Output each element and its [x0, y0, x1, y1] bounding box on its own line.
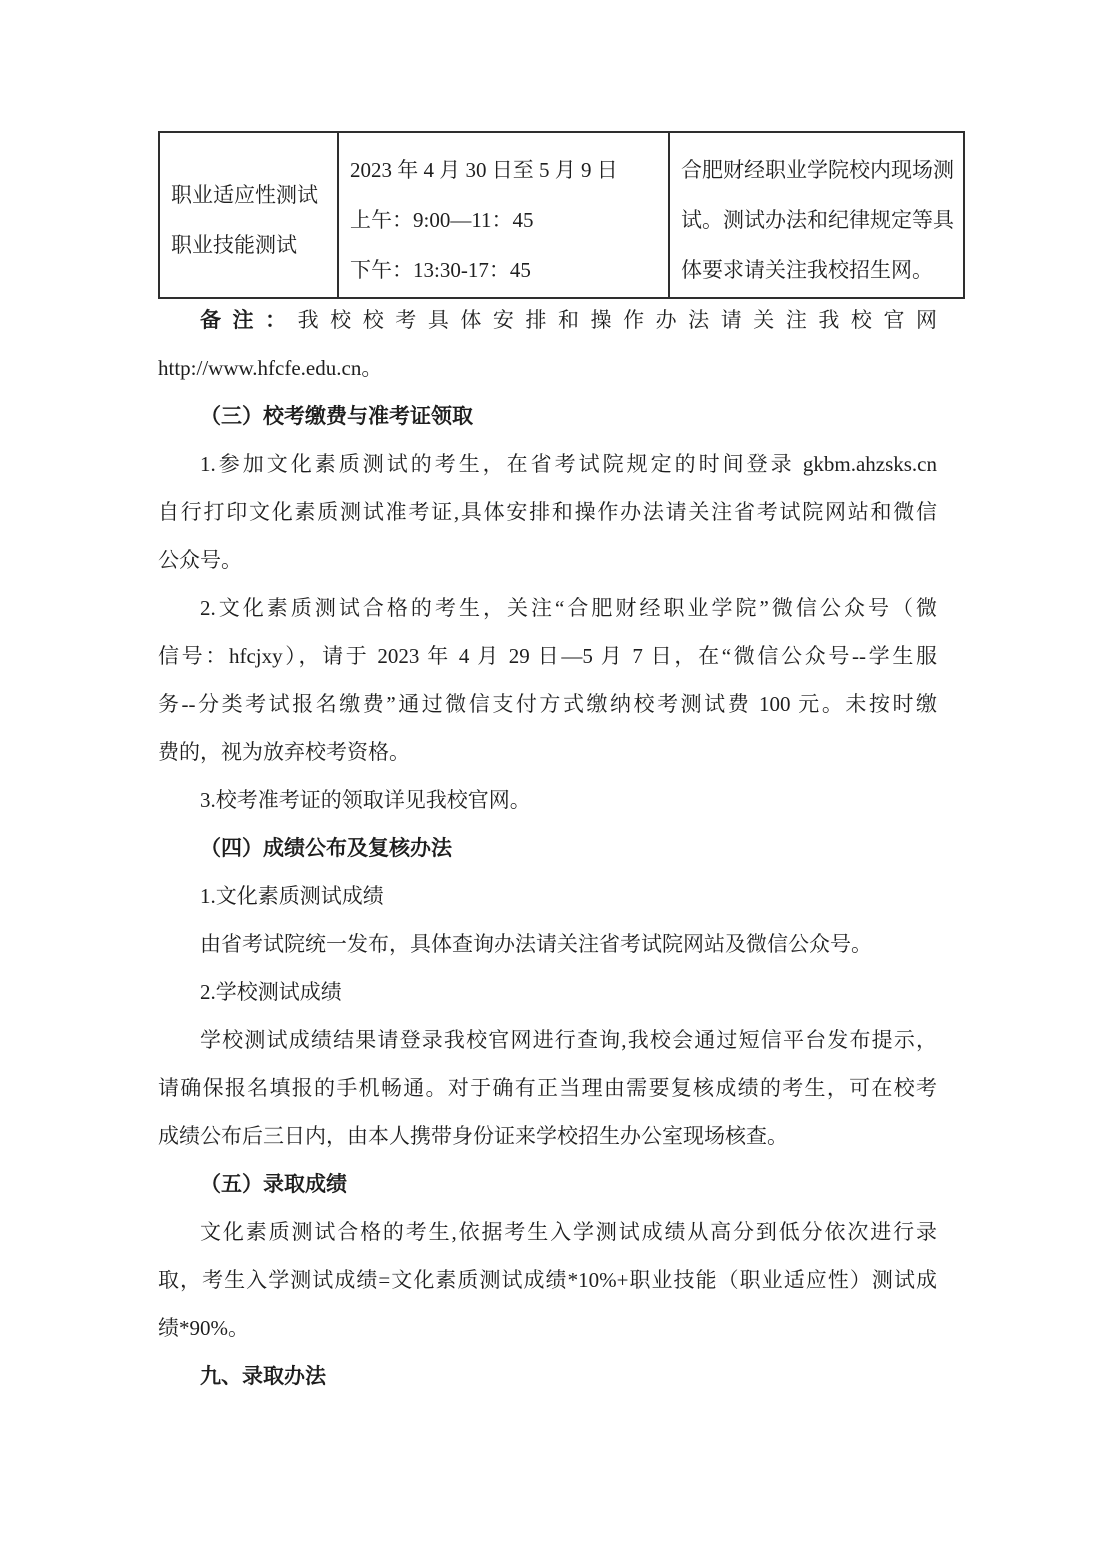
exam-time-cell [338, 132, 669, 298]
section-5-heading: （五）录取成绩 [200, 1172, 347, 1196]
paragraph-line: 费的，视为放弃校考资格。 [158, 740, 410, 764]
exam-date-line: 2023 年 4 月 30 日至 5 月 9 日 [350, 158, 618, 182]
exam-location-line: 试。测试办法和纪律规定等具 [681, 208, 954, 232]
section-9-heading: 九、录取办法 [200, 1364, 326, 1388]
section-3-heading: （三）校考缴费与准考证领取 [200, 404, 473, 428]
paragraph-line: 公众号。 [158, 548, 242, 572]
exam-location-cell [669, 132, 964, 298]
exam-type-line: 职业适应性测试 [171, 183, 318, 207]
paragraph-line: 绩*90%。 [158, 1316, 249, 1340]
remark-url: http://www.hfcfe.edu.cn。 [158, 356, 383, 380]
paragraph-line: 学校测试成绩结果请登录我校官网进行查询,我校会通过短信平台发布提示， [200, 1028, 937, 1052]
paragraph-line: 请确保报名填报的手机畅通。对于确有正当理由需要复核成绩的考生，可在校考 [158, 1076, 937, 1100]
paragraph-line: 由省考试院统一发布，具体查询办法请关注省考试院网站及微信公众号。 [200, 932, 872, 956]
exam-morning-line: 上午：9:00—11：45 [350, 208, 534, 232]
exam-schedule-table [158, 131, 965, 299]
paragraph-line: 成绩公布后三日内，由本人携带身份证来学校招生办公室现场核查。 [158, 1124, 788, 1148]
paragraph-line: 取，考生入学测试成绩=文化素质测试成绩*10%+职业技能（职业适应性）测试成 [158, 1268, 937, 1292]
paragraph-line: 文化素质测试合格的考生,依据考生入学测试成绩从高分到低分依次进行录 [200, 1220, 937, 1244]
paragraph-line: 2.学校测试成绩 [200, 980, 342, 1004]
paragraph-line: 务--分类考试报名缴费”通过微信支付方式缴纳校考测试费 100 元。未按时缴 [158, 692, 937, 716]
paragraph-line: 2.文化素质测试合格的考生，关注“合肥财经职业学院”微信公众号（微 [200, 596, 937, 620]
paragraph-line: 信号：hfcjxy），请于 2023 年 4 月 29 日—5 月 7 日，在“微信公众号--学生服 [158, 644, 937, 668]
exam-location-line: 合肥财经职业学院校内现场测 [681, 158, 954, 182]
exam-location-line: 体要求请关注我校招生网。 [681, 258, 933, 282]
remark-label: 备注： [200, 308, 298, 332]
paragraph-line: 1.参加文化素质测试的考生，在省考试院规定的时间登录 gkbm.ahzsks.cn [200, 452, 937, 476]
paragraph-line: 3.校考准考证的领取详见我校官网。 [200, 788, 531, 812]
document-body [158, 296, 937, 1400]
paragraph-line: 1.文化素质测试成绩 [200, 884, 384, 908]
exam-type-cell [159, 132, 338, 298]
exam-afternoon-line: 下午：13:30-17：45 [350, 258, 531, 282]
remark-text: 我校校考具体安排和操作办法请关注我校官网 [297, 308, 938, 332]
paragraph-line: 自行打印文化素质测试准考证,具体安排和操作办法请关注省考试院网站和微信 [158, 500, 937, 524]
section-4-heading: （四）成绩公布及复核办法 [200, 836, 452, 860]
remark-line [158, 296, 937, 344]
table-row [159, 132, 964, 298]
exam-type-line: 职业技能测试 [171, 233, 297, 257]
